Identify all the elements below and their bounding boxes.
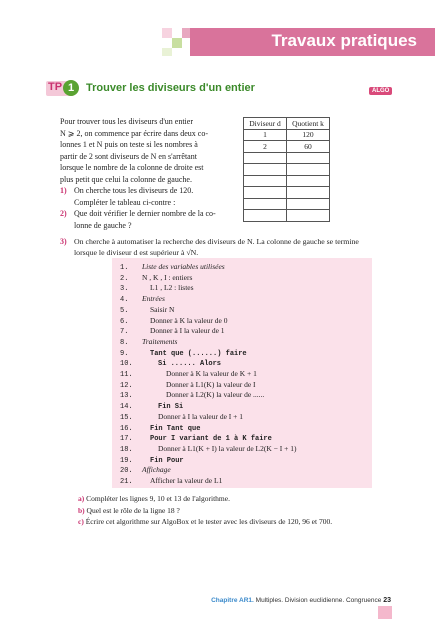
table-cell xyxy=(244,187,287,199)
line-text: Donner à L2(K) la valeur de ...... xyxy=(166,390,265,400)
line-text: Tant que (......) faire xyxy=(150,349,247,358)
table-row xyxy=(244,210,330,222)
question-line: lonne de gauche ? xyxy=(74,221,132,230)
sub-question-text: Compléter les lignes 9, 10 et 13 de l'algorithme. xyxy=(86,494,230,503)
table-cell xyxy=(287,198,330,210)
page-title: Travaux pratiques xyxy=(271,31,417,50)
line-text: Liste des variables utilisées xyxy=(142,262,225,271)
line-text: Donner à I la valeur de I + 1 xyxy=(158,411,244,421)
footer-chapter: Chapitre AR1. xyxy=(211,597,254,604)
sub-question-label: a) xyxy=(78,494,85,503)
line-number: 8. xyxy=(120,338,129,347)
table-row xyxy=(244,164,330,176)
line-text: Si ...... Alors xyxy=(158,360,222,369)
line-number: 15. xyxy=(120,413,133,422)
table-cell: 1 xyxy=(244,129,287,141)
line-number: 18. xyxy=(120,445,133,454)
intro-line: N ⩾ 2, on commence par écrire dans deux co- xyxy=(60,129,208,138)
table-header: Quotient k xyxy=(287,118,330,130)
table-cell xyxy=(287,164,330,176)
line-number: 1. xyxy=(120,264,129,272)
table-row xyxy=(244,175,330,187)
line-text: Donner à L1(K) la valeur de I xyxy=(166,379,256,389)
sub-question-label: c) xyxy=(78,517,84,526)
line-number: 12. xyxy=(120,381,133,390)
tp-label: TP xyxy=(48,81,63,93)
question-line: On cherche tous les diviseurs de 120. xyxy=(74,186,194,195)
line-text: Saisir N xyxy=(150,304,175,314)
table-cell xyxy=(244,152,287,164)
sub-question xyxy=(78,493,230,505)
question-number: 3) xyxy=(60,237,67,246)
line-text: Donner à K la valeur de K + 1 xyxy=(166,369,257,378)
table-row xyxy=(244,187,330,199)
page-footer xyxy=(211,597,391,604)
question-line: lorsque le diviseur d est supérieur à √N. xyxy=(74,248,199,257)
line-text: Donner à L1(K + I) la valeur de L2(K − I + 1) xyxy=(158,443,297,453)
tp-number: 1 xyxy=(63,80,79,96)
table-cell: 120 xyxy=(287,129,330,141)
table-row xyxy=(244,152,330,164)
line-text: Donner à I la valeur de 1 xyxy=(150,326,225,336)
line-number: 19. xyxy=(120,456,133,465)
line-text: Fin Si xyxy=(158,403,184,412)
algorithm-line xyxy=(120,475,222,487)
table-cell xyxy=(287,187,330,199)
line-number: 2. xyxy=(120,274,129,283)
table-cell xyxy=(244,164,287,176)
line-text: L1 , L2 : listes xyxy=(150,283,194,293)
intro-line: lonnes 1 et N puis on teste si les nombres à xyxy=(60,140,198,149)
line-number: 7. xyxy=(120,328,129,337)
table-cell: 2 xyxy=(244,141,287,153)
table-cell xyxy=(287,210,330,222)
line-text: Fin Pour xyxy=(150,456,184,465)
line-number: 17. xyxy=(120,435,133,444)
line-number: 16. xyxy=(120,424,133,433)
table-cell xyxy=(287,152,330,164)
question-line: On cherche à automatiser la recherche des diviseurs de N. La colonne de gauche se termine xyxy=(74,237,359,246)
line-number: 21. xyxy=(120,478,133,486)
line-number: 4. xyxy=(120,296,129,305)
line-number: 13. xyxy=(120,392,133,401)
line-number: 14. xyxy=(120,403,133,412)
line-number: 10. xyxy=(120,360,133,369)
intro-line: plus petit que celui la colonne de gauche. xyxy=(60,175,192,184)
tp-title: Trouver les diviseurs d'un entier xyxy=(86,82,255,94)
line-text: Traitements xyxy=(142,336,178,346)
footer-decoration xyxy=(378,606,392,619)
table-cell xyxy=(244,175,287,187)
header-band xyxy=(190,28,435,56)
line-number: 20. xyxy=(120,467,133,476)
algo-badge: ALGO xyxy=(369,87,392,95)
line-text: Affichage xyxy=(142,465,171,475)
line-text: Pour I variant de 1 à K faire xyxy=(150,435,272,444)
table-cell xyxy=(244,210,287,222)
question-line: Compléter le tableau ci-contre : xyxy=(74,198,176,207)
sub-question-label: b) xyxy=(78,506,85,515)
sub-question xyxy=(78,516,332,528)
table-header: Diviseur d xyxy=(244,118,287,130)
line-text: N , K , I : entiers xyxy=(142,272,193,282)
intro-line: lorsque le nombre de la colonne de droite est xyxy=(60,163,204,172)
question-line: Que doit vérifier le dernier nombre de la co- xyxy=(74,209,216,218)
table-row xyxy=(244,198,330,210)
table-cell xyxy=(287,175,330,187)
line-number: 5. xyxy=(120,306,129,315)
line-number: 6. xyxy=(120,317,129,326)
intro-line: Pour trouver tous les diviseurs d'un entier xyxy=(60,117,193,126)
question-number: 2) xyxy=(60,209,67,218)
sub-question xyxy=(78,505,180,517)
line-text: Entrées xyxy=(142,294,165,304)
line-number: 9. xyxy=(120,349,129,358)
divisor-table xyxy=(243,117,330,222)
table-row xyxy=(244,129,330,141)
line-text: Donner à K la valeur de 0 xyxy=(150,315,228,325)
sub-question-text: Quel est le rôle de la ligne 18 ? xyxy=(86,506,180,515)
line-number: 3. xyxy=(120,285,129,294)
question-number: 1) xyxy=(60,186,67,195)
line-text: Fin Tant que xyxy=(150,424,201,433)
table-row xyxy=(244,141,330,153)
page-number: 23 xyxy=(383,597,391,604)
line-text: Afficher la valeur de L1 xyxy=(150,476,223,485)
table-cell: 60 xyxy=(287,141,330,153)
sub-question-text: Écrire cet algorithme sur AlgoBox et le tester avec les diviseurs de 120, 96 et 700. xyxy=(85,517,333,526)
table-cell xyxy=(244,198,287,210)
intro-line: partir de 2 sont diviseurs de N en s'arrêtant xyxy=(60,152,197,161)
line-number: 11. xyxy=(120,371,133,379)
footer-title: Multiples. Division euclidienne. Congruence xyxy=(255,597,382,604)
